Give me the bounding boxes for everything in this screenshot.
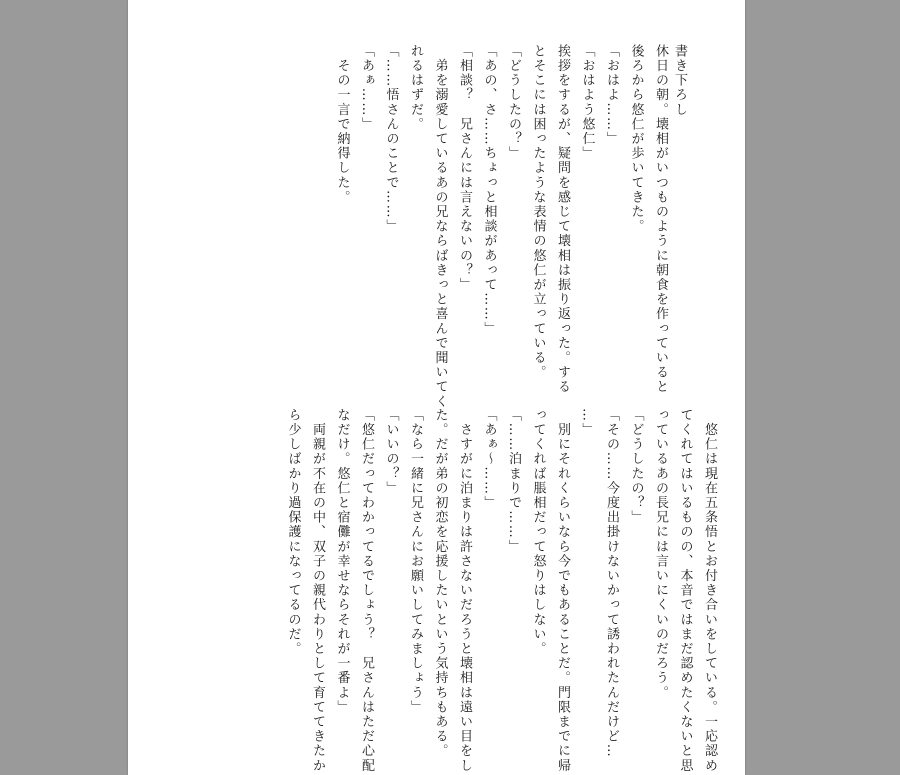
text-line: 「なら一緒に兄さんにお願いしてみましょう」 xyxy=(408,408,423,715)
text-line: 「その……今度出掛けないかって誘われたんだけど… xyxy=(604,408,619,759)
text-line: 「おはよう悠仁」 xyxy=(579,44,595,161)
text-line: 「いいの？」 xyxy=(383,408,399,496)
text-line: 「悠仁だってわかってるでしょう？ 兄さんはただ心配 xyxy=(359,408,374,773)
text-line: 休日の朝。壊相がいつものように朝食を作っていると xyxy=(653,44,668,395)
text-line: 弟を溺愛しているあの兄ならばきっと喜んで聞いてく xyxy=(432,44,448,409)
text-line: 両親が不在の中、双子の親代わりとして育ててきたか xyxy=(310,408,325,773)
text-line: とそこには困ったような表情の悠仁が立っている。 xyxy=(530,44,546,380)
text-line: てくれてはいるものの、本音ではまだ認めたくないと思 xyxy=(677,408,693,773)
text-line: 「おはよ……」 xyxy=(604,44,619,147)
lower-text-block xyxy=(280,408,721,773)
text-line: 「……泊まりで……」 xyxy=(506,408,521,554)
text-line: 「あぁ～……」 xyxy=(481,408,497,511)
text-line: 悠仁は現在五条悟とお付き合いをしている。一応認め xyxy=(702,408,717,773)
text-line: れるはずだ。 xyxy=(408,44,423,132)
text-line: 「どうしたの？」 xyxy=(628,408,644,525)
text-line: その一言で納得した。 xyxy=(334,44,350,205)
text-line: 「あの、さ……ちょっと相談があって……」 xyxy=(481,44,497,336)
text-line: 後ろから悠仁が歩いてきた。 xyxy=(628,44,644,234)
text-line: っているあの長兄には言いにくいのだろう。 xyxy=(653,408,668,700)
upper-text-block xyxy=(329,44,721,409)
text-line: た。だが弟の初恋を応援したいという気持ちもある。 xyxy=(432,408,448,759)
chapter-title: 書き下ろし xyxy=(672,44,687,117)
text-line: 「相談？ 兄さんには言えないの？」 xyxy=(457,44,472,293)
text-line: ら少しばかり過保護になってるのだ。 xyxy=(285,408,301,657)
text-line: 挨拶をするが、疑問を感じて壊相は振り返った。する xyxy=(555,44,570,395)
text-line: ってくれば脹相だって怒りはしない。 xyxy=(530,408,546,657)
text-line: さすがに泊まりは許さないだろうと壊相は遠い目をし xyxy=(457,408,472,773)
document-page xyxy=(128,0,745,775)
text-line: なだけ。悠仁と宿儺が幸せならそれが一番よ」 xyxy=(334,408,350,715)
text-line: …」 xyxy=(579,408,595,438)
text-line: 別にそれくらいなら今でもあることだ。門限までに帰 xyxy=(555,408,570,773)
text-line: 「……悟さんのことで……」 xyxy=(383,44,399,234)
text-line: 「あぁ……」 xyxy=(359,44,374,132)
text-line: 「どうしたの？」 xyxy=(506,44,521,161)
